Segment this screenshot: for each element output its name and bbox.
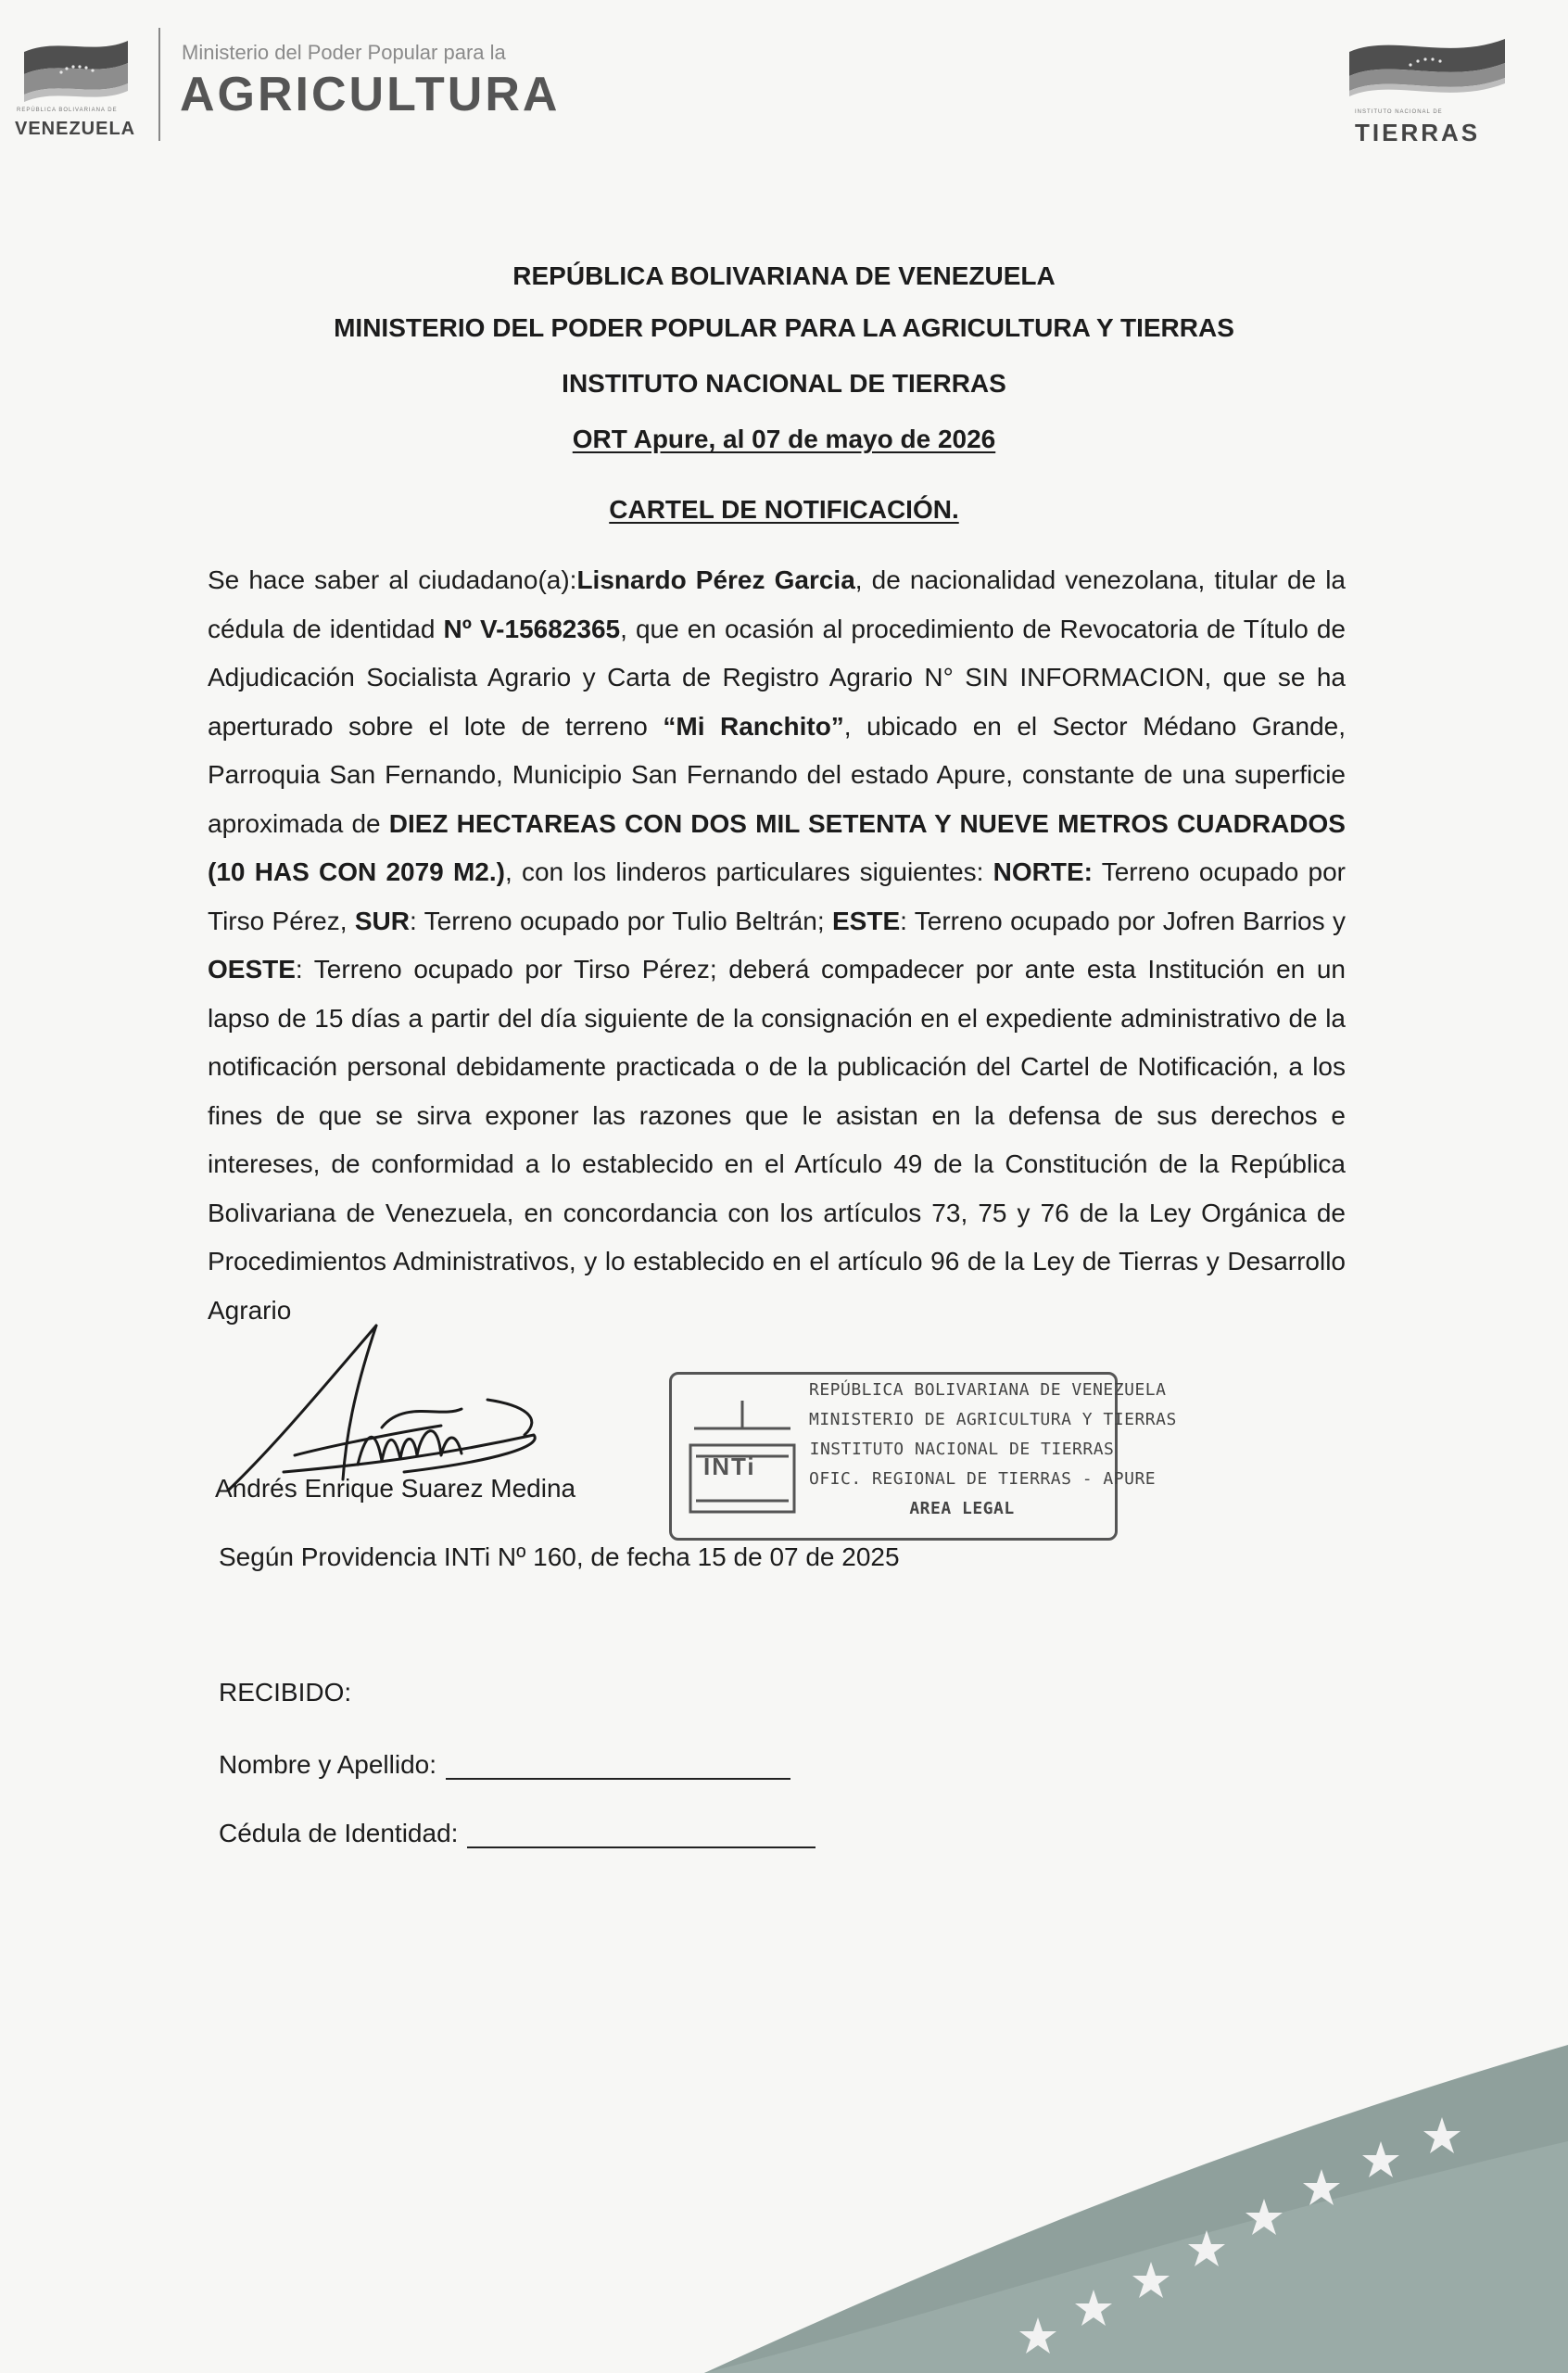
north-text: Terreno ocupado por Tirso Pérez, — [208, 857, 1346, 935]
east-text: : Terreno ocupado por Jofren Barrios y — [900, 906, 1346, 935]
heading-country: REPÚBLICA BOLIVARIANA DE VENEZUELA — [512, 261, 1056, 290]
lot-name: “Mi Ranchito” — [663, 711, 844, 741]
official-stamp — [669, 1372, 1177, 1541]
body-text: Se hace saber al ciudadano(a): — [208, 565, 577, 594]
signatory-name: Andrés Enrique Suarez Medina — [215, 1474, 576, 1503]
east-label: ESTE — [831, 906, 901, 935]
name-field — [219, 1750, 790, 1780]
stamp-line: INSTITUTO NACIONAL DE TIERRAS — [809, 1440, 1115, 1459]
stamp-line: AREA LEGAL — [909, 1499, 1015, 1518]
citizen-name: Lisnardo Pérez Garcia — [576, 565, 855, 594]
id-number: Nº V-15682365 — [443, 614, 621, 643]
body-text: , de nacionalidad venezolana, titular de la cédula de identidad — [208, 565, 1346, 643]
west-text: : Terreno ocupado por Tirso Pérez; deberá compadecer por ante esta Institución en un lapso de 15 días a partir del día siguiente de la consignación en el expediente administrativo de la notificación personal debidamente practicada o de la publicación del Cartel de Notificación, a los fines de que se sirva exponer las razones que le asistan en la defensa de sus derechos e intereses, de conformidad a lo establecido en el Artículo 49 de la Constitución de la República Bolivariana de Venezuela, en concordancia con los artículos 73, 75 y 76 de la Ley Orgánica de Procedimientos Administrativos, y lo establecido en el artículo 96 de la Ley de Tierras y Desarrollo Agrario — [208, 955, 1346, 1325]
country-name: VENEZUELA — [15, 119, 136, 139]
south-label: SUR — [354, 906, 410, 935]
stamp-line: REPÚBLICA BOLIVARIANA DE VENEZUELA — [809, 1380, 1167, 1400]
south-text: : Terreno ocupado por Tulio Beltrán; — [409, 906, 832, 935]
flag-caption: REPÚBLICA BOLIVARIANA DE — [17, 108, 118, 113]
name-field-label: Nombre y Apellido: — [219, 1750, 437, 1779]
header-divider — [158, 28, 160, 141]
body-text: , que en ocasión al procedimiento de Revocatoria de Título de Adjudicación Socialista Agrario y Carta de Registro Agrario N° SIN INFORMACION, que se ha aperturado sobre el lote de terreno — [208, 614, 1346, 741]
body-text: , con los linderos particulares siguientes: — [504, 857, 993, 886]
received-label: RECIBIDO: — [219, 1678, 352, 1707]
header — [0, 0, 1568, 176]
stamp-logo-text: INTi — [703, 1453, 756, 1480]
id-field-label: Cédula de Identidad: — [219, 1819, 459, 1847]
providencia-reference: Según Providencia INTi Nº 160, de fecha 15 de 07 de 2025 — [219, 1542, 900, 1571]
name-blank-line — [446, 1750, 790, 1780]
ministry-name: AGRICULTURA — [180, 68, 561, 121]
id-field — [219, 1819, 816, 1848]
footer-flag-band — [0, 2039, 1568, 2373]
west-label: OESTE — [208, 955, 296, 983]
id-blank-line — [467, 1819, 816, 1848]
stamp-line: MINISTERIO DE AGRICULTURA Y TIERRAS — [809, 1410, 1177, 1429]
stamp-line: OFIC. REGIONAL DE TIERRAS - APURE — [809, 1469, 1157, 1489]
body-text: , ubicado en el Sector Médano Grande, Parroquia San Fernando, Municipio San Fernando del estado Apure, constante de una superficie aproximada de — [208, 711, 1346, 838]
heading-institute: INSTITUTO NACIONAL DE TIERRAS — [562, 369, 1006, 398]
place-date: ORT Apure, al 07 de mayo de 2026 — [572, 425, 996, 453]
heading-ministry: MINISTERIO DEL PODER POPULAR PARA LA AGRICULTURA Y TIERRAS — [334, 313, 1234, 342]
venezuela-flag-logo — [20, 35, 132, 104]
notification-body — [208, 556, 1346, 1335]
document-title: CARTEL DE NOTIFICACIÓN. — [609, 495, 959, 524]
north-label: NORTE: — [993, 857, 1093, 886]
inti-caption: INSTITUTO NACIONAL DE — [1355, 109, 1443, 115]
ministry-line: Ministerio del Poder Popular para la — [182, 41, 506, 64]
land-area: DIEZ HECTAREAS CON DOS MIL SETENTA Y NUEVE METROS CUADRADOS (10 HAS CON 2079 M2.) — [208, 808, 1346, 886]
inti-name: TIERRAS — [1355, 119, 1481, 146]
inti-flag-logo — [1346, 24, 1509, 104]
